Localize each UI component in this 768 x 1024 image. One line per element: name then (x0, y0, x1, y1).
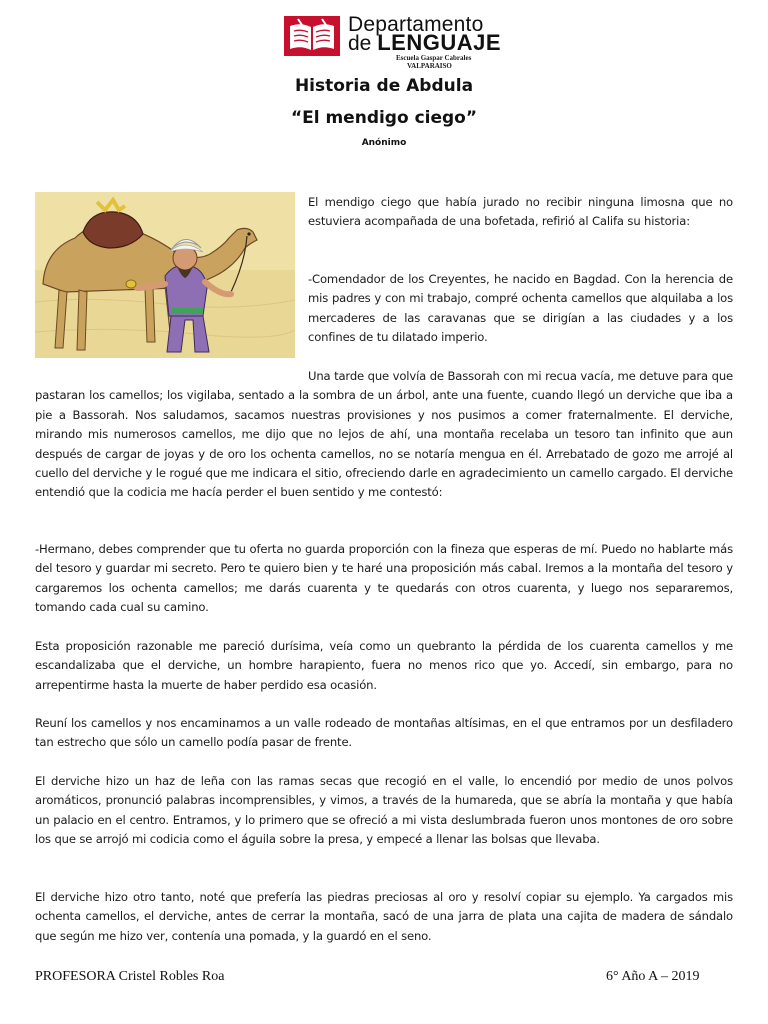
paragraph-valle: Reuní los camellos y nos encaminamos a un valle rodeado de montañas altísimas, en el que entramos por un desfiladero tan estrecho que sólo un camello podía pasar de frente. (35, 716, 733, 750)
camel-and-man-illustration (35, 192, 295, 358)
paragraph-comendador: -Comendador de los Creyentes, he nacido en Bagdad. Con la herencia de mis padres y con mi trabajo, compré ochenta camellos que alquilaba a los mercaderes de las caravanas que se dirigían a las ciudades y a los confines de tu dilatado imperio. (308, 272, 733, 345)
logo-de-text: de (348, 32, 372, 55)
paragraph-hermano: -Hermano, debes comprender que tu oferta no guarda proporción con la fineza que esperas de mí. Puedo no hablarte más del tesoro y guardar mi secreto. Pero te quiero bien y te haré una proposición más cabal. Iremos a la montaña del tesoro y cargaremos los ochenta camellos; me darás cuarenta y te quedarás con otros cuarenta, y luego nos separaremos, tomando cada cual su camino. (35, 542, 733, 615)
footer-course-year: 6° Año A – 2019 (606, 969, 700, 984)
logo-lenguaje-text: LENGUAJE (377, 30, 501, 55)
paragraph-cajita: El derviche hizo otro tanto, noté que prefería las piedras preciosas al oro y resolví copiar su ejemplo. Ya cargados mis ochenta camellos, el derviche, antes de cerrar la montaña, sacó de una jarra de plata una cajita de madera de sándalo que según me hizo ver, contenía una pomada, y la guardó en el seno. (35, 890, 733, 943)
story-title: Historia de Abdula (294, 76, 474, 96)
logo-city: VALPARAISO (407, 62, 452, 70)
logo-department-text: Departamento (348, 13, 484, 36)
book-logo-icon (284, 16, 340, 56)
paragraph-proposicion: Esta proposición razonable me pareció durísima, veía como un quebranto la pérdida de los cuarenta camellos y me escandalizaba que el derviche, un hombre harapiento, fuera no menos rico que yo. Accedí, sin embargo, para no arrepentirme hasta la muerte de haber perdido esa ocasión. (35, 639, 733, 692)
story-subtitle: “El mendigo ciego” (290, 108, 478, 128)
paragraph-intro: El mendigo ciego que había jurado no recibir ninguna limosna que no estuviera acompañada de una bofetada, refirió al Califa su historia: (308, 195, 733, 229)
story-author: Anónimo (361, 138, 407, 148)
logo-school-name: Escuela Gaspar Cabrales (396, 54, 472, 62)
footer-teacher: PROFESORA Cristel Robles Roa (35, 969, 225, 984)
paragraph-palacio: El derviche hizo un haz de leña con las ramas secas que recogió en el valle, lo encendió por medio de unos polvos aromáticos, pronunció palabras incomprensibles, y vimos, a través de la humareda, que se abría la montaña y que había un palacio en el centro. Entramos, y lo primero que se ofreció a mi vista deslumbrada fueron unos montones de oro sobre los que se arrojó mi codicia como el águila sobre la presa, y empecé a llenar las bolsas que llevaba. (35, 774, 733, 847)
paragraph-bassorah: Una tarde que volvía de Bassorah con mi recua vacía, me detuve para que pastaran los camellos; los vigilaba, sentado a la sombra de un árbol, ante una fuente, cuando llegó un derviche que iba a pie a Bassorah. Nos saludamos, sacamos nuestras provisiones y nos pusimos a comer fraternalmente. El derviche, mirando mis numerosos camellos, me dijo que no lejos de ahí, una montaña recelaba un tesoro tan infinito que aun después de cargar de joyas y de oro los ochenta camellos, no se notaría mengua en él. Arrebatado de gozo me arrojé al cuello del derviche y le rogué que me indicara el sitio, ofreciendo darle en agradecimiento un camello cargado. El derviche entendió que la codicia me hacía perder el buen sentido y me contestó: (35, 369, 733, 500)
logo-subject-text (348, 32, 501, 55)
department-logo (284, 13, 501, 70)
